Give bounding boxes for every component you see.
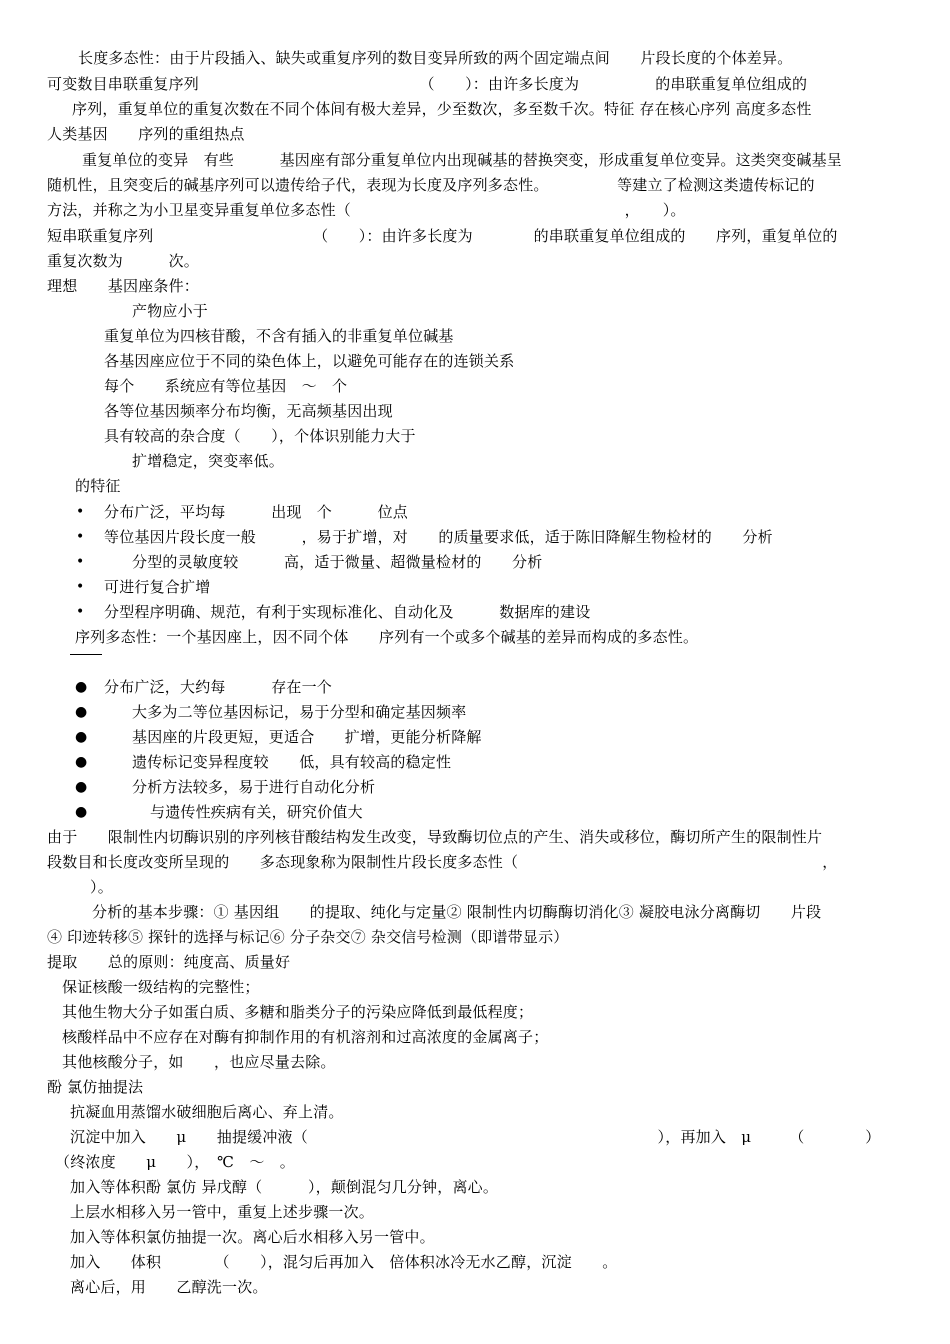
text-line-23: 分型程序明确、规范，有利于实现标准化、自动化及 数据库的建设 <box>104 603 591 621</box>
text-line-21: 分型的灵敏度较 高，适于微量、超微量检材的 分析 <box>132 553 543 571</box>
text-line-19: 分布广泛，平均每 出现 个 位点 <box>104 503 409 521</box>
text-line-47: 加入等体积氯仿抽提一次。离心后水相移入另一管中。 <box>70 1228 435 1246</box>
text-line-22: 可进行复合扩增 <box>104 578 211 596</box>
text-line-7: 方法，并称之为小卫星变异重复单位多态性（ ， ）。 <box>47 201 686 219</box>
text-line-25: 分布广泛，大约每 存在一个 <box>104 678 333 696</box>
bullet-icon: • <box>76 579 85 595</box>
text-line-33: ）。 <box>90 878 113 896</box>
text-line-4: 人类基因 序列的重组热点 <box>47 125 245 143</box>
text-line-28: 遗传标记变异程度较 低，具有较高的稳定性 <box>132 753 452 771</box>
text-line-48: 加入 体积 （ ），混匀后再加入 倍体积冰冷无水乙醇，沉淀 。 <box>70 1253 618 1271</box>
text-line-34: 分析的基本步骤：① 基因组 的提取、纯化与定量② 限制性内切酶酶切消化③ 凝胶电泳分离酶切 片段 <box>92 903 822 921</box>
text-line-8: 短串联重复序列 （ ）：由许多长度为 的串联重复单位组成的 序列，重复单位的 <box>47 227 838 245</box>
text-line-16: 具有较高的杂合度（ ），个体识别能力大于 <box>104 427 416 445</box>
text-line-14: 每个 系统应有等位基因 ～ 个 <box>104 377 348 395</box>
text-line-3: 序列，重复单位的重复次数在不同个体间有极大差异，少至数次，多至数千次。特征 存在核心序列 高度多态性 <box>72 100 812 118</box>
text-line-6: 随机性，且突变后的碱基序列可以遗传给子代，表现为长度及序列多态性。 等建立了检测这类遗传标记的 <box>47 176 815 194</box>
text-line-31: 由于 限制性内切酶识别的序列核苷酸结构发生改变，导致酶切位点的产生、消失或移位，酶切所产生的限制性片 <box>47 828 823 846</box>
text-line-46: 上层水相移入另一管中，重复上述步骤一次。 <box>70 1203 375 1221</box>
text-line-41: 酚 氯仿抽提法 <box>47 1078 144 1096</box>
text-line-11: 产物应小于 <box>132 302 209 320</box>
bullet-icon: ● <box>75 779 88 795</box>
bullet-icon: ● <box>75 729 88 745</box>
text-line-44: （终浓度 μ ）， ℃ ～ 。 <box>55 1153 295 1171</box>
text-line-27: 基因座的片段更短，更适合 扩增，更能分析降解 <box>132 728 482 746</box>
text-line-26: 大多为二等位基因标记，易于分型和确定基因频率 <box>132 703 467 721</box>
bullet-icon: ● <box>75 679 88 695</box>
text-line-37: 保证核酸一级结构的完整性； <box>62 978 260 996</box>
text-line-9: 重复次数为 次。 <box>47 252 200 270</box>
text-line-36: 提取 总的原则：纯度高、质量好 <box>47 953 291 971</box>
bullet-icon: • <box>76 504 85 520</box>
text-line-45: 加入等体积酚 氯仿 异戊醇（ ），颠倒混匀几分钟，离心。 <box>70 1178 499 1196</box>
text-line-18: 的特征 <box>75 477 121 495</box>
text-line-20: 等位基因片段长度一般 ，易于扩增，对 的质量要求低，适于陈旧降解生物检材的 分析 <box>104 528 773 546</box>
text-line-24: 序列多态性：一个基因座上，因不同个体 序列有一个或多个碱基的差异而构成的多态性。 <box>75 628 699 646</box>
text-line-38: 其他生物大分子如蛋白质、多糖和脂类分子的污染应降低到最低程度； <box>62 1003 534 1021</box>
text-line-1: 长度多态性：由于片段插入、缺失或重复序列的数目变异所致的两个固定端点间 片段长度的个体差异。 <box>78 49 793 67</box>
bullet-icon: ● <box>75 754 88 770</box>
text-line-30: 与遗传性疾病有关，研究价值大 <box>150 803 363 821</box>
text-line-29: 分析方法较多，易于进行自动化分析 <box>132 778 376 796</box>
text-line-12: 重复单位为四核苷酸，不含有插入的非重复单位碱基 <box>104 327 454 345</box>
text-line-43: 沉淀中加入 μ 抽提缓冲液（ ），再加入 μ （ ） <box>70 1128 881 1146</box>
text-line-49: 离心后，用 乙醇洗一次。 <box>70 1278 268 1296</box>
text-line-35: ④ 印迹转移⑤ 探针的选择与标记⑥ 分子杂交⑦ 杂交信号检测（即谱带显示） <box>47 928 569 946</box>
text-line-5: 重复单位的变异 有些 基因座有部分重复单位内出现碱基的替换突变，形成重复单位变异。这类突变碱基呈 <box>82 151 843 169</box>
text-line-2: 可变数目串联重复序列 （ ）：由许多长度为 的串联重复单位组成的 <box>47 75 808 93</box>
bullet-icon: • <box>76 554 85 570</box>
text-line-39: 核酸样品中不应存在对酶有抑制作用的有机溶剂和过高浓度的金属离子； <box>62 1028 549 1046</box>
text-line-15: 各等位基因频率分布均衡，无高频基因出现 <box>104 402 393 420</box>
bullet-icon: • <box>76 529 85 545</box>
bullet-icon: ● <box>75 804 88 820</box>
text-line-10: 理想 基因座条件： <box>47 277 200 295</box>
text-line-40: 其他核酸分子，如 ，也应尽量去除。 <box>62 1053 336 1071</box>
bullet-icon: ● <box>75 704 88 720</box>
text-line-13: 各基因座应位于不同的染色体上，以避免可能存在的连锁关系 <box>104 352 515 370</box>
text-line-17: 扩增稳定，突变率低。 <box>132 452 285 470</box>
text-line-42: 抗凝血用蒸馏水破细胞后离心、弃上清。 <box>70 1103 344 1121</box>
text-line-32: 段数目和长度改变所呈现的 多态现象称为限制性片段长度多态性（ ， <box>47 853 838 871</box>
short-rule <box>70 654 102 655</box>
bullet-icon: • <box>76 604 85 620</box>
